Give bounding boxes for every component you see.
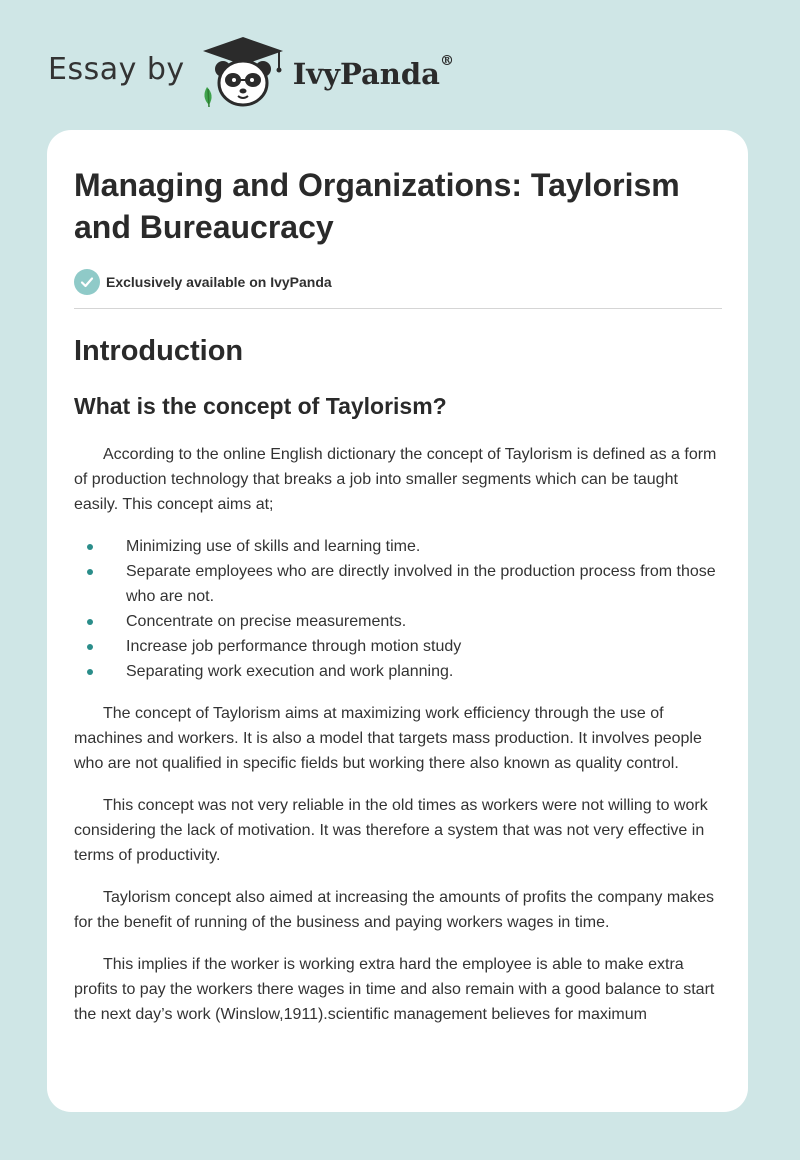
list-item-text: Increase job performance through motion study <box>126 638 462 655</box>
badge-label: Exclusively available on IvyPanda <box>106 274 332 290</box>
trademark-symbol: ® <box>439 53 454 69</box>
intro-paragraph: According to the online English dictionary the concept of Taylorism is defined as a form of production technology that breaks a job into smaller segments which can be taught easily. This concept aims at; <box>74 446 717 513</box>
essay-card <box>47 130 748 1112</box>
list-item <box>74 609 722 634</box>
list-item-text: Separate employees who are directly involved in the production process from those who are not. <box>126 563 716 605</box>
list-item-text: Concentrate on precise measurements. <box>126 613 407 630</box>
body-paragraph: Taylorism concept also aimed at increasing the amounts of profits the company makes for the benefit of running of the business and paying workers wages in time. <box>74 889 714 931</box>
panda-logo-icon[interactable] <box>199 35 287 109</box>
exclusive-badge <box>74 268 722 296</box>
bullet-icon <box>87 619 93 625</box>
check-icon <box>74 269 100 295</box>
bullet-icon <box>87 669 93 675</box>
essay-content <box>74 164 722 1027</box>
bullet-icon <box>87 644 93 650</box>
list-item <box>74 634 722 659</box>
body-paragraph: This implies if the worker is working extra hard the employee is able to make extra profits to pay the workers there wages in time and also remain with a good balance to start the next day’s work (Winslow,1911).scientific management believes for maximum <box>74 956 715 1023</box>
section-heading: Introduction <box>74 335 244 367</box>
essay-by-label: Essay by <box>48 51 185 87</box>
list-item <box>74 559 722 609</box>
divider <box>74 308 722 309</box>
brand-name[interactable] <box>292 53 454 91</box>
list-item-text: Minimizing use of skills and learning time. <box>126 538 421 555</box>
list-item <box>74 659 722 684</box>
body-paragraph: The concept of Taylorism aims at maximizing work efficiency through the use of machines and workers. It is also a model that targets mass production. It involves people who are not qualified in specific fields but working there also known as quality control. <box>74 705 702 772</box>
subheading: What is the concept of Taylorism? <box>74 393 447 419</box>
site-header <box>48 32 454 112</box>
bullet-list <box>74 534 722 684</box>
body-paragraph: This concept was not very reliable in the old times as workers were not willing to work considering the lack of motivation. It was therefore a system that was not very effective in terms of productivity. <box>74 797 708 864</box>
list-item <box>74 534 722 559</box>
bullet-icon <box>87 569 93 575</box>
brand-text: IvyPanda <box>292 57 440 91</box>
bullet-icon <box>87 544 93 550</box>
list-item-text: Separating work execution and work planning. <box>126 663 454 680</box>
essay-title: Managing and Organizations: Taylorism and Bureaucracy <box>74 167 680 245</box>
